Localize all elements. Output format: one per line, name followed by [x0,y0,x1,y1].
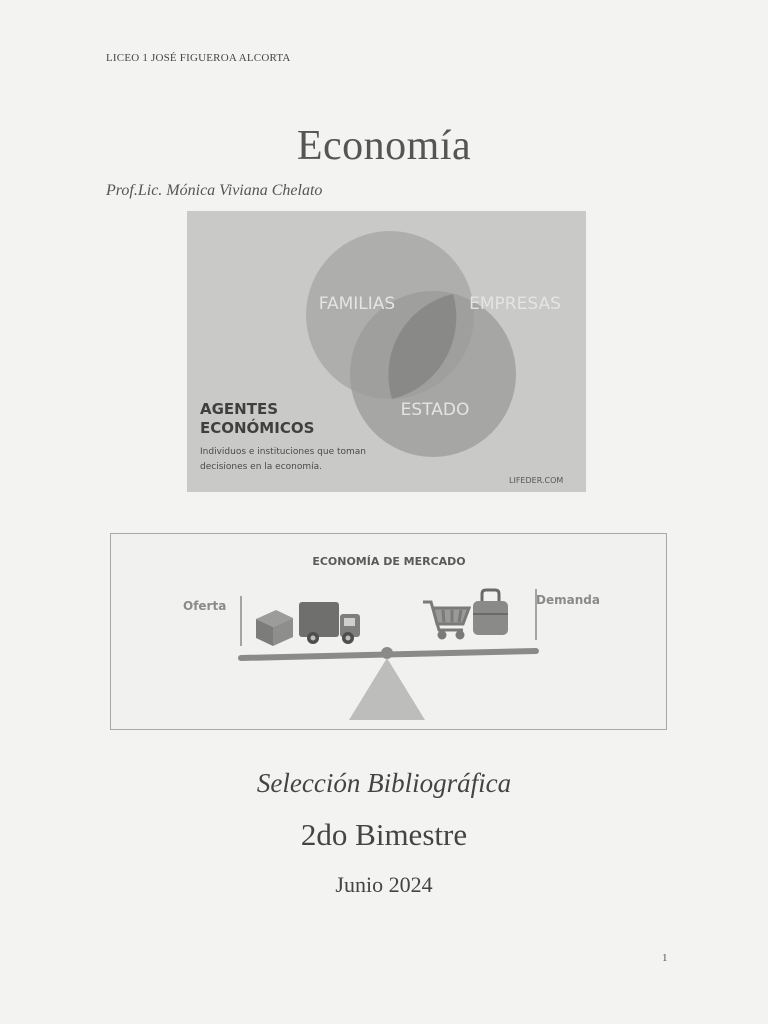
market-balance-diagram [111,534,666,729]
author-line: Prof.Lic. Mónica Viviana Chelato [106,182,323,199]
venn-label-familias: FAMILIAS [318,294,396,314]
economia-de-mercado-figure [110,533,667,730]
period: 2do Bimestre [300,817,468,852]
venn-heading-line1: AGENTES [200,400,279,418]
market-title: ECONOMÍA DE MERCADO [312,555,466,568]
box-icon [256,610,293,646]
shopping-cart-icon [423,602,469,638]
document-title: Economía [296,123,472,169]
venn-heading-line2: ECONÓMICOS [200,419,315,437]
page-number: 1 [662,952,668,964]
oferta-label: Oferta [183,599,227,613]
agentes-economicos-figure [187,211,586,492]
venn-credit: LIFEDER.COM [509,476,564,485]
school-header: LICEO 1 JOSÉ FIGUEROA ALCORTA [106,52,291,64]
venn-label-estado: ESTADO [400,400,470,420]
venn-label-empresas: EMPRESAS [469,294,561,314]
venn-desc-line1: Individuos e instituciones que toman [200,447,367,457]
demanda-label: Demanda [536,593,600,607]
truck-icon [299,602,360,644]
venn-diagram [187,211,586,492]
shopping-bag-icon [473,590,508,635]
balance-fulcrum [349,658,425,720]
date: Junio 2024 [335,872,433,897]
venn-desc-line2: decisiones en la economía. [200,462,323,472]
subtitle: Selección Bibliográfica [256,768,512,798]
